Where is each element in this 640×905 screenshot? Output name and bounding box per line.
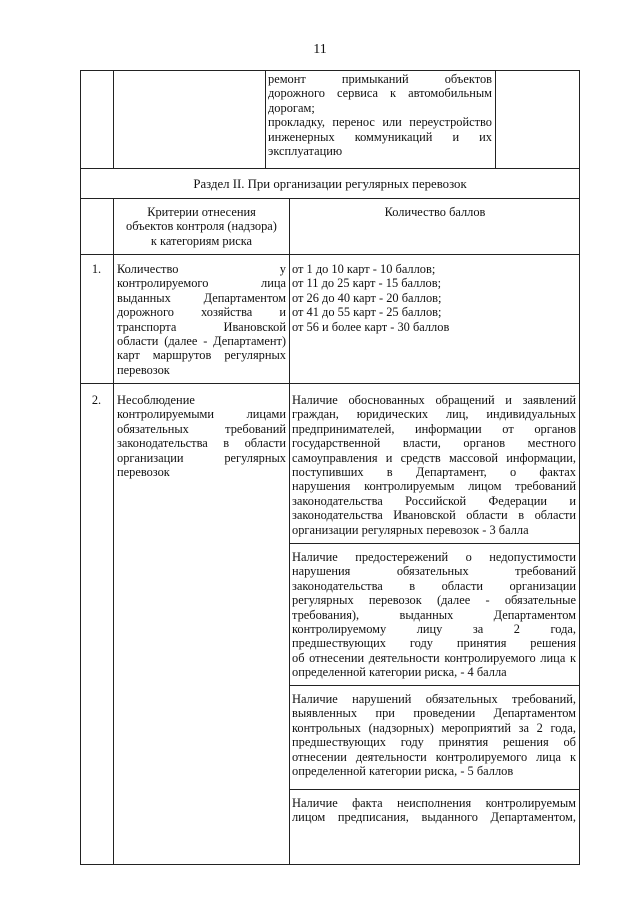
line: прокладку, перенос или переустройство bbox=[268, 115, 492, 130]
line: государственной власти, органов местного bbox=[292, 436, 576, 451]
line: транспорта Ивановской bbox=[117, 319, 286, 334]
divider bbox=[80, 254, 580, 255]
line: контрольных (надзорных) мероприятий за 2 года, bbox=[292, 720, 576, 735]
line: перевозок bbox=[117, 362, 170, 377]
line: Количество у bbox=[117, 262, 286, 276]
line: Наличие предостережений о недопустимости bbox=[292, 550, 576, 564]
line: нарушения контролируемым лицом требований bbox=[292, 479, 576, 494]
divider bbox=[80, 168, 580, 169]
divider bbox=[289, 789, 580, 790]
divider bbox=[80, 198, 580, 199]
line: нарушения обязательных требований bbox=[292, 564, 576, 579]
divider bbox=[495, 70, 496, 168]
line: законодательства Российской Федерации и bbox=[292, 493, 576, 508]
line: обязательных требований bbox=[117, 421, 286, 436]
line: области (далее - Департамент) bbox=[117, 334, 286, 349]
header-points: Количество баллов bbox=[384, 205, 486, 219]
line: об отнесении деятельности контролируемого лица к bbox=[292, 650, 576, 665]
points-block bbox=[292, 796, 576, 825]
divider bbox=[113, 70, 114, 168]
line: контролируемого лица bbox=[117, 276, 286, 291]
line: определенной категории риска, - 4 балла bbox=[292, 665, 507, 680]
line: от 41 до 55 карт - 25 баллов; bbox=[292, 305, 442, 320]
line: эксплуатацию bbox=[268, 144, 343, 159]
line: объектов контроля (надзора) bbox=[126, 219, 277, 234]
line: от 11 до 25 карт - 15 баллов; bbox=[292, 276, 442, 291]
line: предшествующих году принятия решения bbox=[292, 636, 576, 651]
divider bbox=[289, 198, 290, 865]
line: карт маршрутов регулярных bbox=[117, 348, 286, 363]
divider bbox=[113, 198, 114, 865]
line: законодательства в области организации bbox=[292, 578, 576, 593]
line: Наличие обоснованных обращений и заявлений bbox=[292, 393, 576, 407]
line: Критерии отнесения bbox=[147, 205, 256, 219]
divider bbox=[289, 685, 580, 686]
row-points bbox=[292, 262, 576, 334]
line: дорожного хозяйства и bbox=[117, 305, 286, 320]
line: законодательства Ивановской области в области bbox=[292, 508, 576, 523]
line: законодательства в области bbox=[117, 436, 286, 451]
line: контролируемыми лицами bbox=[117, 407, 286, 422]
line: отнесении деятельности контролируемого лица к bbox=[292, 749, 576, 764]
line: Несоблюдение bbox=[117, 393, 195, 407]
line: ремонт примыканий объектов bbox=[268, 72, 492, 86]
points-block bbox=[292, 393, 576, 537]
line: Наличие нарушений обязательных требований, bbox=[292, 692, 576, 706]
line: от 56 и более карт - 30 баллов bbox=[292, 319, 450, 334]
top-row-text bbox=[268, 72, 492, 158]
divider bbox=[289, 543, 580, 544]
line: лицом предписания, выданного Департаментом, bbox=[292, 810, 576, 825]
line: регулярных перевозок (далее - обязательные bbox=[292, 593, 576, 608]
divider bbox=[265, 70, 266, 168]
line: контролируемому лицу за 2 года, bbox=[292, 622, 576, 637]
line: дорогам; bbox=[268, 100, 315, 115]
line: выявленных при проведении Департаментом bbox=[292, 706, 576, 721]
line: от 26 до 40 карт - 20 баллов; bbox=[292, 290, 442, 305]
row-criterion bbox=[117, 262, 286, 377]
row-number: 2. bbox=[91, 393, 102, 407]
line: предпринимателей, информации от органов bbox=[292, 421, 576, 436]
line: граждан, юридических лиц, индивидуальных bbox=[292, 407, 576, 422]
points-block bbox=[292, 550, 576, 680]
line: поступивших в Департамент, о фактах bbox=[292, 465, 576, 480]
line: организации регулярных bbox=[117, 450, 286, 465]
points-block bbox=[292, 692, 576, 778]
row-criterion bbox=[117, 393, 286, 479]
divider bbox=[80, 383, 580, 384]
row-number: 1. bbox=[91, 262, 102, 276]
line: к категориям риска bbox=[150, 233, 253, 248]
line: самоуправления и средств массовой информации, bbox=[292, 450, 576, 465]
line: от 1 до 10 карт - 10 баллов; bbox=[292, 262, 436, 276]
page-number: 11 bbox=[313, 42, 327, 57]
header-criteria bbox=[114, 205, 289, 248]
line: определенной категории риска, - 5 баллов bbox=[292, 764, 514, 779]
line: дорожного сервиса к автомобильным bbox=[268, 86, 492, 101]
line: требования), выданных Департаментом bbox=[292, 607, 576, 622]
line: инженерных коммуникаций и их bbox=[268, 129, 492, 144]
section-title: Раздел II. При организации регулярных перевозок bbox=[193, 177, 467, 191]
line: предшествующих году принятия решения об bbox=[292, 735, 576, 750]
line: выданных Департаментом bbox=[117, 290, 286, 305]
line: Наличие факта неисполнения контролируемым bbox=[292, 796, 576, 810]
line: перевозок bbox=[117, 465, 170, 480]
line: организации регулярных перевозок - 3 балла bbox=[292, 522, 529, 537]
